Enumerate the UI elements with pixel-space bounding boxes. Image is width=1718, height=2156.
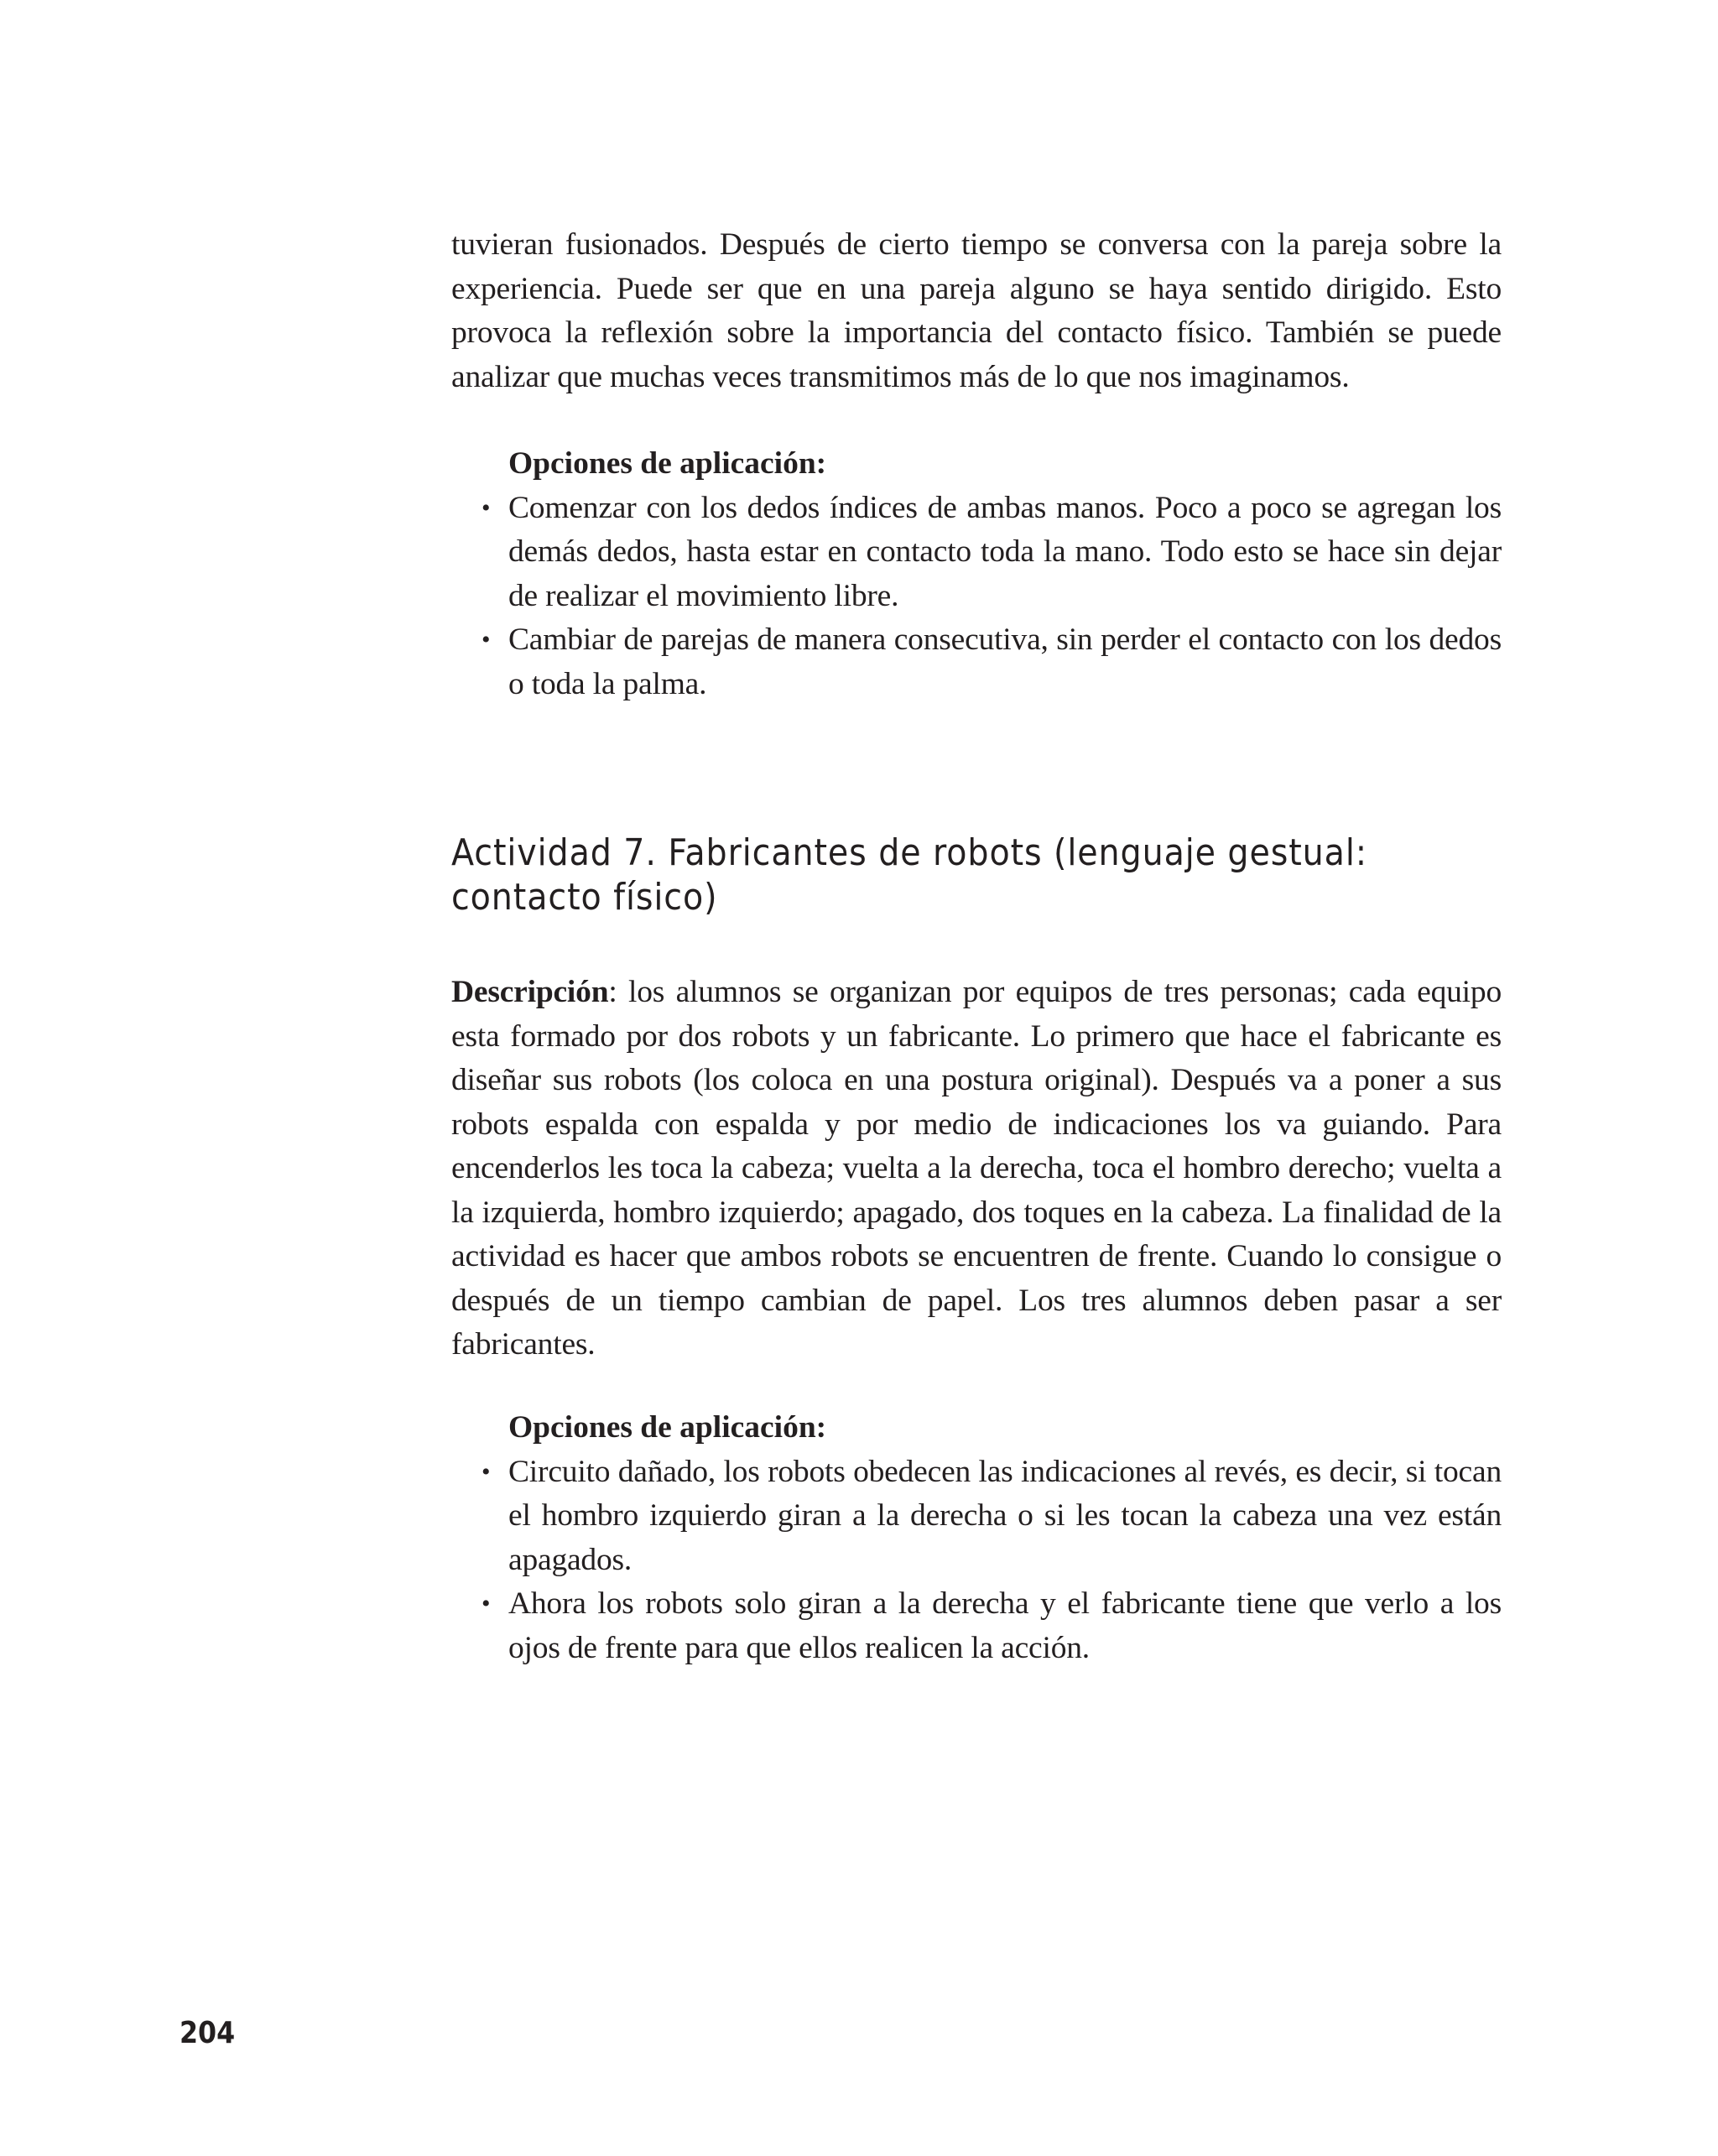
options-heading-1: Opciones de aplicación:: [508, 446, 827, 481]
options-list-1: [451, 487, 1502, 707]
bullet-icon: •: [482, 626, 491, 654]
description-section: [451, 971, 1502, 1367]
list-item: [451, 1582, 1502, 1670]
page-number: 204: [180, 2016, 236, 2050]
bullet-icon: •: [482, 493, 491, 522]
description-label: Descripción: [451, 975, 609, 1009]
list-item-text: Comenzar con los dedos índices de ambas manos. Poco a poco se agregan los demás dedos, hasta estar en contacto toda la mano. Todo esto se hace sin dejar de realizar el movimiento libre.: [508, 490, 1502, 613]
list-item: [451, 618, 1502, 706]
intro-section: [451, 223, 1502, 399]
list-item: [451, 487, 1502, 619]
list-item-text: Circuito dañado, los robots obedecen las indicaciones al revés, es decir, si tocan el hombro izquierdo giran a la derecha o si les tocan la cabeza una vez están apagados.: [508, 1454, 1502, 1577]
list-item-text: Ahora los robots solo giran a la derecha y el fabricante tiene que verlo a los ojos de frente para que ellos realicen la acción.: [508, 1586, 1502, 1665]
description-text: : los alumnos se organizan por equipos de tres personas; cada equipo esta formado por dos robots y un fabricante. Lo primero que hace el fabricante es diseñar sus robots (los coloca en una postura original). Después va a poner a sus robots espalda con espalda y por medio de indicaciones los va guiando. Para encenderlos les toca la cabeza; vuelta a la derecha, toca el hombro derecho; vuelta a la izquierda, hombro izquierdo; apagado, dos toques en la cabeza. La finalidad de la actividad es hacer que ambos robots se encuentren de frente. Cuando lo consigue o después de un tiempo cambian de papel. Los tres alumnos deben pasar a ser fabricantes.: [451, 975, 1502, 1362]
activity-heading-block: [451, 831, 1502, 919]
options-section-2: [451, 1406, 1502, 1670]
options-section-1: [451, 442, 1502, 706]
options-heading-2: Opciones de aplicación:: [508, 1410, 827, 1445]
list-item: [451, 1450, 1502, 1583]
description-paragraph: [451, 971, 1502, 1367]
bullet-icon: •: [482, 1590, 491, 1617]
bullet-icon: •: [482, 1457, 491, 1486]
options-list-2: [451, 1450, 1502, 1671]
list-item-text: Cambiar de parejas de manera consecutiva, sin perder el contacto con los dedos o toda la palma.: [508, 622, 1502, 701]
activity-title: Actividad 7. Fabricantes de robots (lenguaje gestual: contacto físico): [451, 831, 1367, 919]
intro-paragraph: tuvieran fusionados. Después de cierto tiempo se conversa con la pareja sobre la experiencia. Puede ser que en una pareja alguno se haya sentido dirigido. Esto provoca la reflexión sobre la importancia del contacto físico. También se puede analizar que muchas veces transmitimos más de lo que nos imaginamos.: [451, 227, 1502, 394]
